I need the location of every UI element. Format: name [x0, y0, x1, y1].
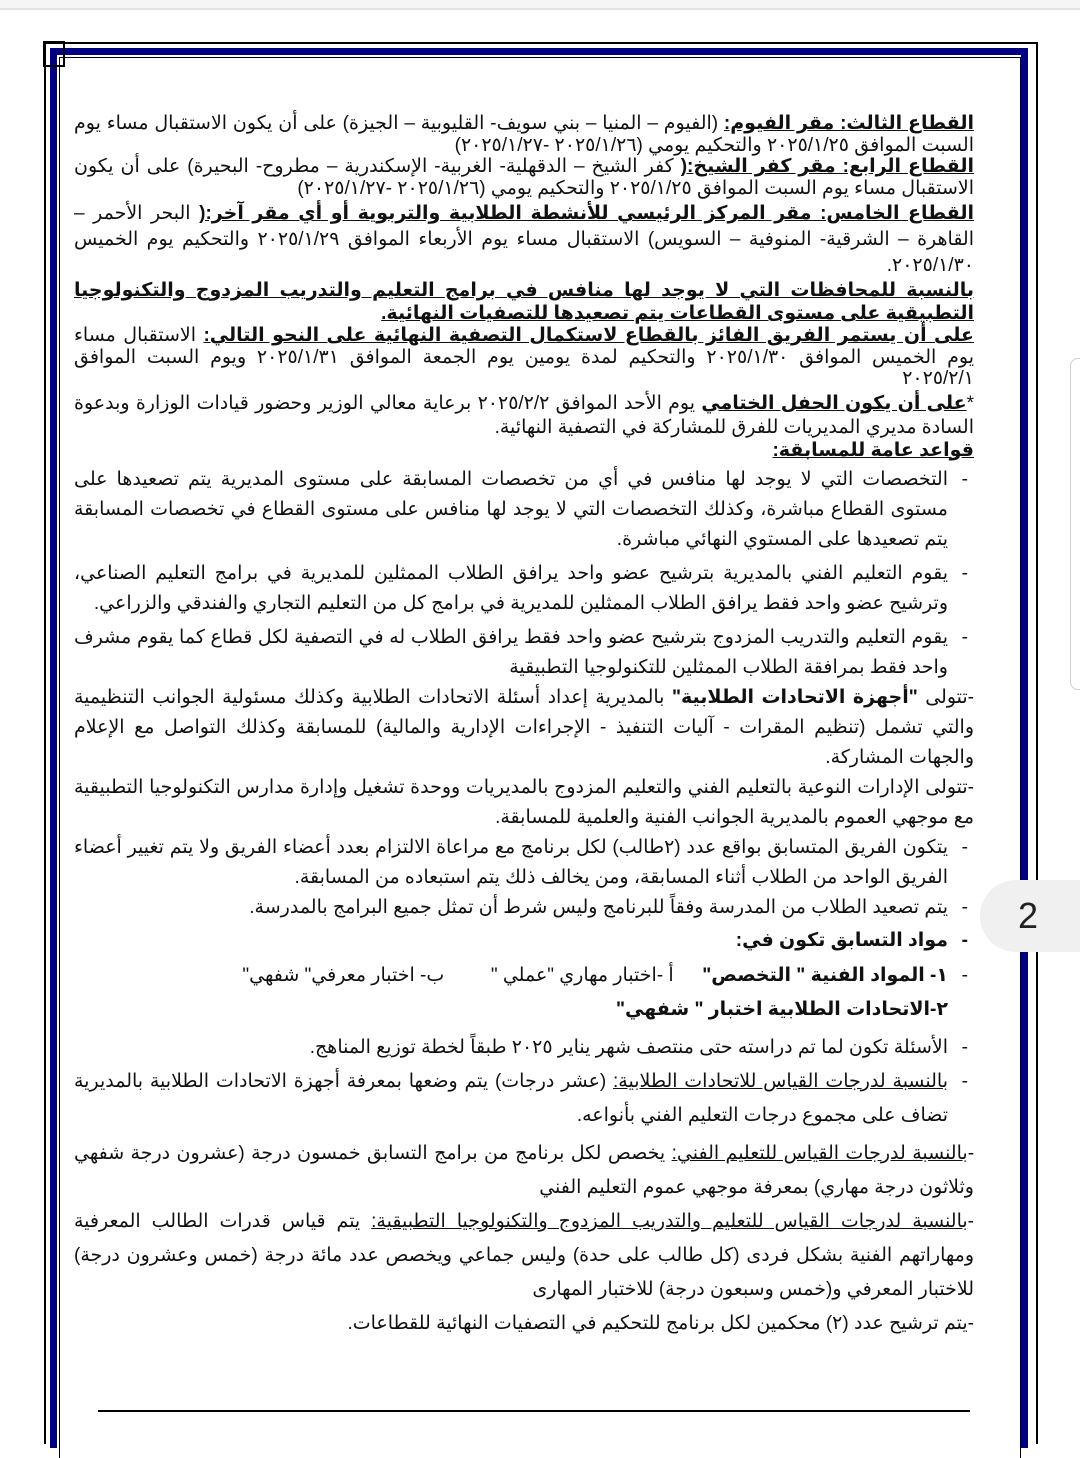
team-rule-item: [74, 893, 974, 923]
bullet-dash: -: [961, 1071, 968, 1092]
dual-scores-text: يتم قياس قدرات الطالب المعرفية ومهاراتهم الفنية بشكل فردى (كل طالب على حدة) وليس جماعي ويخصص عدد مائة درجة (خمس وعشرون درجة) للاختبار المعرفي و(خمس وسبعون درجة) للاختبار المهارى: [74, 1211, 974, 1300]
subject-1-item: [74, 959, 974, 993]
technical-scores-label: بالنسبة لدرجات القياس للتعليم الفني:: [671, 1143, 968, 1164]
page-number-badge: 2: [980, 880, 1080, 952]
closing-ceremony-label: على أن يكون الحفل الختامي: [701, 392, 967, 414]
team-rule-text: يتم تصعيد الطلاب من المدرسة وفقاً للبرنامج وليس شرط أن تمثل جميع البرامج بالمدرسة.: [249, 897, 948, 918]
team-rule-item: [74, 833, 974, 893]
scrollbar-handle[interactable]: [1070, 358, 1080, 690]
dual-scores-paragraph: -بالنسبة لدرجات القياس للتعليم والتدريب المزدوج والتكنولوجيا التطبيقية: يتم قياس قدرات الطالب المعرفية ومهاراتهم الفنية بشكل فردى (كل طالب على حدة) وليس جماعي ويخصص عدد مائة درجة (خمس وعشرون درجة) للاختبار المعرفي و(خمس وسبعون درجة) للاختبار المهارى: [74, 1211, 974, 1300]
unions-text: بالمديرية إعداد أسئلة الاتحادات الطلابية وكذلك مسئولية الجوانب التنظيمية والتي تشمل (تنظيم المقرات - آليات التنفيذ - الإجراءات الإدارية والمالية) للمسابقة وكذلك التواصل مع الإعلام والجهات المشاركة.: [74, 687, 974, 768]
rule-text: يقوم التعليم الفني بالمديرية بترشيح عضو واحد يرافق الطلاب الممثلين للمديرية في برامج التعليم الصناعي، وترشيح عضو واحد فقط يرافق الطلاب الممثلين للمديرية في برامج كل من التعليم التجاري والفندقي والزراعي.: [74, 563, 948, 614]
sector-5-text: البحر الأحمر – القاهرة – الشرقية- المنوفية – السويس) الاستقبال مساء يوم الأربعاء الموافق ٢٠٢٥/١/٢٩ والتحكيم يوم الخميس ٢٠٢٥/١/٣٠.: [74, 203, 975, 276]
sector-5-label: القطاع الخامس: مقر المركز الرئيسي للأنشطة الطلابية والتربوية أو أي مقر آخر:(: [199, 203, 975, 224]
subject-1-part-a: أ -اختبار مهاري "عملي ": [490, 965, 674, 986]
footer-rule: [98, 1410, 970, 1412]
bullet-dash: -: [961, 1037, 968, 1058]
unions-scores-item: [74, 1065, 974, 1133]
sector-4-text: كفر الشيخ – الدقهلية- الغربية- الإسكندرية – مطروح- البحيرة) على أن يكون الاستقبال مساء يوم السبت الموافق ٢٠٢٥/١/٢٥ والتحكيم يومي (٢٠٢٥/١/٢٦ -٢٠٢٥/١/٢٧): [74, 156, 974, 199]
unions-bold: "أجهزة الاتحادات الطلابية": [671, 687, 918, 708]
judges-rule: -يتم ترشيح عدد (٢) محكمين لكل برنامج للتحكيم في التصفيات النهائية للقطاعات.: [347, 1313, 974, 1334]
winner-continue-text: الاستقبال مساء يوم الخميس الموافق ٢٠٢٥/١/٣٠ والتحكيم لمدة يومين يوم الجمعة الموافق ٢٠٢٥/١/٣١ ويوم السبت الموافق ٢٠٢٥/٢/١: [74, 325, 974, 389]
sector-3-text: (الفيوم – المنيا – بني سويف- القليوبية – الجيزة) على أن يكون الاستقبال مساء يوم السبت الموافق ٢٠٢٥/١/٢٥ والتحكيم يومي (٢٠٢٥/١/٢٦ -٢٠٢٥/١/٢٧): [74, 113, 974, 156]
dual-scores-label: بالنسبة لدرجات القياس للتعليم والتدريب المزدوج والتكنولوجيا التطبيقية:: [371, 1211, 968, 1232]
bullet-dash: -: [961, 965, 968, 986]
closing-ceremony-paragraph: [74, 392, 974, 440]
unions-scores-label: بالنسبة لدرجات القياس للاتحادات الطلابية:: [613, 1071, 948, 1092]
technical-scores-paragraph: -بالنسبة لدرجات القياس للتعليم الفني: يخصص لكل برنامج من برامج التسابق خمسون درجة (عشرون درجة شفهي وثلاثون درجة مهاري) بمعرفة موجهي عموم التعليم الفني: [74, 1143, 975, 1198]
subject-1-label: ١- المواد الفنية " التخصص": [702, 965, 948, 986]
subjects-heading: مواد التسابق تكون في:: [735, 930, 948, 951]
sector-3-label: القطاع الثالث: مقر الفيوم:: [723, 113, 974, 134]
bullet-dash: -: [961, 469, 968, 490]
rule-text: التخصصات التي لا يوجد لها منافس في أي من تخصصات المسابقة على مستوى المديرية يتم تصعيدها على مستوى القطاع مباشرة، وكذلك التخصصات التي لا يوجد لها منافس على مستوى القطاع في تخصصات المسابقة يتم تصعيدها على المستوي النهائي مباشرة.: [74, 469, 948, 550]
bullet-dash: -: [961, 627, 968, 648]
rule-item: [74, 623, 974, 683]
unions-prefix: -تتولى: [917, 687, 974, 708]
questions-rule-text: الأسئلة تكون لما تم دراسته حتى منتصف شهر يناير ٢٠٢٥ طبقاً لخطة توزيع المناهج.: [309, 1037, 948, 1058]
unions-paragraph: [74, 683, 974, 773]
border-corner-ornament: [43, 41, 65, 67]
document-body: [74, 113, 974, 1341]
sector-4-label: القطاع الرابع: مقر كفر الشيخ:(: [680, 156, 975, 177]
questions-rule-item: [74, 1031, 974, 1065]
rule-text: يقوم التعليم والتدريب المزدوج بترشيح عضو واحد فقط يرافق الطلاب له في التصفية لكل قطاع كما يقوم مشرف واحد فقط بمرافقة الطلاب الممثلين للتكنولوجيا التطبيقية: [74, 627, 948, 678]
rule-item: [74, 559, 974, 619]
sector-4-paragraph: [74, 156, 974, 199]
admins-paragraph: -تتولى الإدارات النوعية بالتعليم الفني والتعليم المزدوج بالمديريات ووحدة تشغيل وإدارة مدارس التكنولوجيا التطبيقية مع موجهي العموم بالمديرية الجوانب الفنية والعلمية للمسابقة.: [74, 777, 974, 828]
no-competitor-note: بالنسبة للمحافظات التي لا يوجد لها منافس في برامج التعليم والتدريب المزدوج والتكنولوجيا التطبيقية على مستوى القطاعات يتم تصعيدها للتصفيات النهائية.: [74, 280, 974, 324]
asterisk: *: [966, 392, 975, 414]
sector-3-paragraph: [74, 113, 974, 156]
subject-2-label: ٢-الاتحادات الطلابية اختبار " شفهي": [616, 999, 948, 1020]
subject-1-part-b: ب- اختبار معرفي" شفهي": [242, 965, 445, 986]
closing-ceremony-text: يوم الأحد الموافق ٢٠٢٥/٢/٢ برعاية معالي الوزير وحضور قيادات الوزارة وبدعوة السادة مديري المديريات للفرق للمشاركة في التصفية النهائية.: [74, 392, 974, 438]
unions-scores-text: (عشر درجات) يتم وضعها بمعرفة أجهزة الاتحادات الطلابية بالمديرية تضاف على مجموع درجات التعليم الفني بأنواعه.: [74, 1071, 948, 1126]
sector-5-paragraph: [74, 201, 974, 279]
rule-item: [74, 465, 974, 555]
bullet-dash: -: [961, 563, 968, 584]
subjects-heading-item: [74, 923, 974, 959]
winner-continue-paragraph: [74, 325, 974, 390]
winner-continue-label: على أن يستمر الفريق الفائز بالقطاع لاستكمال التصفية النهائية على النحو التالي:: [203, 325, 974, 346]
viewer-top-bar: [0, 0, 1080, 10]
bullet-dash: -: [961, 897, 968, 918]
rules-heading: قواعد عامة للمسابقة:: [772, 439, 974, 461]
bullet-dash: -: [961, 837, 968, 858]
technical-scores-text: يخصص لكل برنامج من برامج التسابق خمسون درجة (عشرون درجة شفهي وثلاثون درجة مهاري) بمعرفة موجهي عموم التعليم الفني: [74, 1143, 974, 1198]
bullet-dash: -: [961, 930, 968, 951]
subject-2-item: [74, 993, 974, 1027]
team-rule-text: يتكون الفريق المتسابق بواقع عدد (٢طالب) لكل برنامج مع مراعاة الالتزام بعدد أعضاء الفريق ولا يتم تغيير أعضاء الفريق الواحد من الطلاب أثناء المسابقة، ومن يخالف ذلك يتم استبعاده من المسابقة.: [74, 837, 948, 888]
